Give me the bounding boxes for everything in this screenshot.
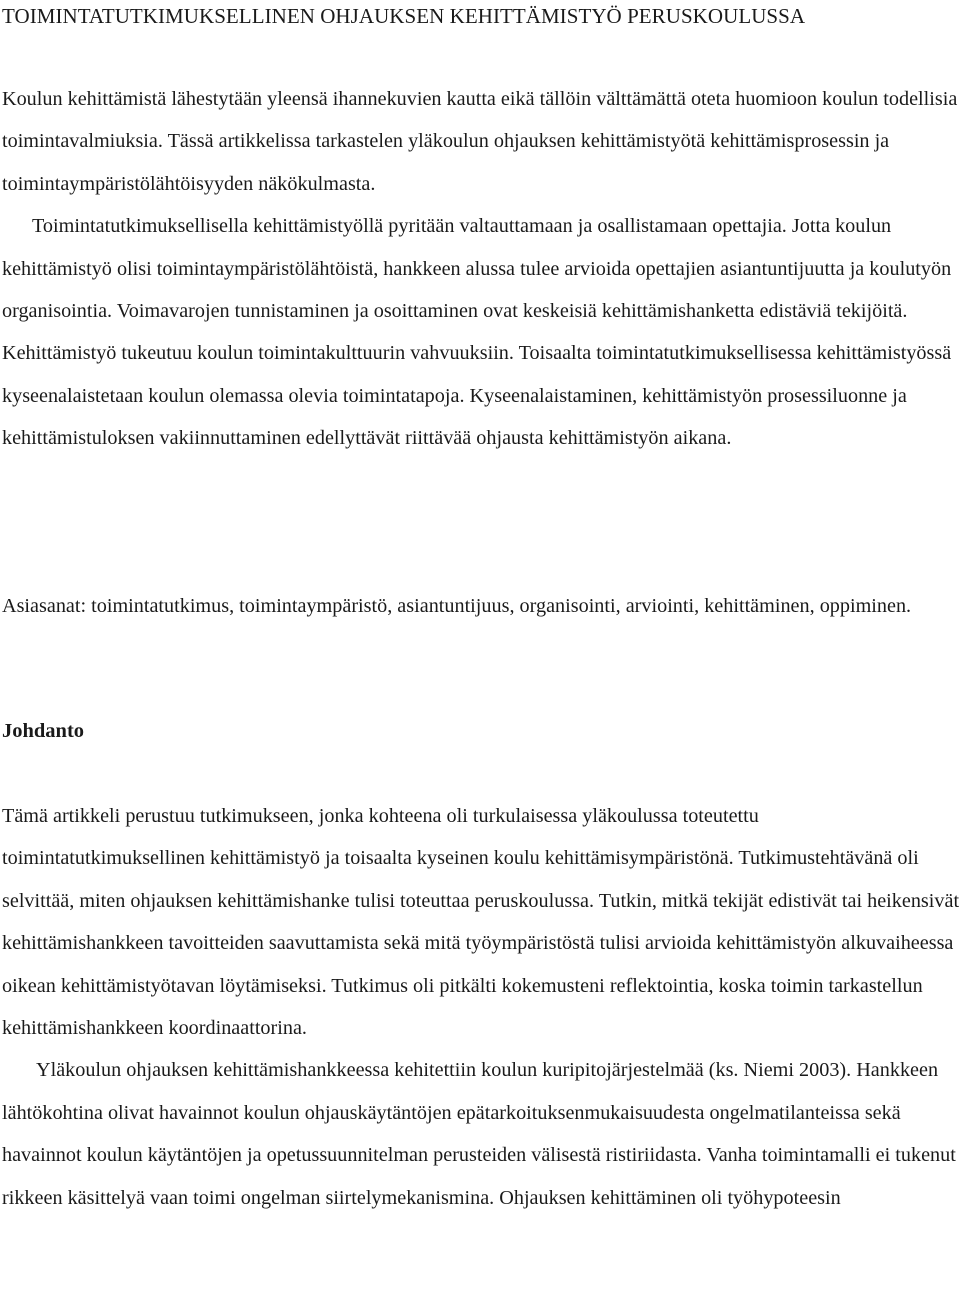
abstract-text-part1: Koulun kehittämistä lähestytään yleensä ihannekuvien kautta eikä tällöin välttämättä oteta huomioon koulun todellisia toimintavalmiuksia. Tässä artikkelissa tarkastelen yläkoulun ohjauksen kehittämistyötä kehittämisprosessin ja toimintaympäristölähtöisyyden näkökulmasta. — [2, 88, 958, 195]
paragraph-2: Yläkoulun ohjauksen kehittämishankkeessa kehitettiin koulun kuripitojärjestelmää (ks. Niemi 2003). Hankkeen lähtökohtina olivat havainnot koulun ohjauskäytäntöjen epätarkoituksenmukaisuudesta ongelmatilanteissa sekä havainnot koulun käytäntöjen ja opetussuunnitelman perusteiden välisestä ristiriidasta. Vanha toimintamalli ei tukenut rikkeen käsittelyä vaan toimi ongelman siirtelymekanismina. Ohjauksen kehittäminen oli työhypoteesin — [2, 1059, 956, 1209]
document-title: TOIMINTATUTKIMUKSELLINEN OHJAUKSEN KEHITTÄMISTYÖ PERUSKOULUSSA — [2, 4, 806, 28]
abstract-text-part2: Toimintatutkimuksellisella kehittämistyöllä pyritään valtauttamaan ja osallistamaan opettajia. Jotta koulun kehittämistyö olisi toimintaympäristölähtöistä, hankkeen alussa tulee arvioida opettajien asiantuntijuutta ja koulutyön organisointia. Voimavarojen tunnistaminen ja osoittaminen ovat keskeisiä kehittämishanketta edistäviä tekijöitä. Kehittämistyö tukeutuu koulun toimintakulttuurin vahvuuksiin. Toisaalta toimintatutkimuksellisessa kehittämistyössä kyseenalaistetaan koulun olemassa olevia toimintatapoja. Kyseenalaistaminen, kehittämistyön prosessiluonne ja kehittämistuloksen vakiinnuttaminen edellyttävät riittävää ohjausta kehittämistyön aikana. — [2, 215, 952, 450]
keywords: Asiasanat: toimintatutkimus, toimintaympäristö, asiantuntijuus, organisointi, arviointi, kehittäminen, oppiminen. — [2, 595, 912, 617]
section-heading: Johdanto — [2, 720, 85, 742]
section-body — [2, 795, 960, 1219]
paragraph-1: Tämä artikkeli perustuu tutkimukseen, jonka kohteena oli turkulaisessa yläkoulussa toteutettu toimintatutkimuksellinen kehittämistyö ja toisaalta kyseinen koulu kehittämisympäristönä. Tutkimustehtävänä oli selvittää, miten ohjauksen kehittämishanke tulisi toteuttaa peruskoulussa. Tutkin, mitkä tekijät edistivät tai heikensivät kehittämishankkeen tavoitteiden saavuttamista sekä mitä työympäristöstä tulisi arvioida kehittämistyön alkuvaiheessa oikean kehittämistyötavan löytämiseksi. Tutkimus oli pitkälti kokemusteni reflektointia, koska toimin tarkastellun kehittämishankkeen koordinaattorina. — [2, 805, 960, 1040]
abstract — [2, 78, 960, 460]
